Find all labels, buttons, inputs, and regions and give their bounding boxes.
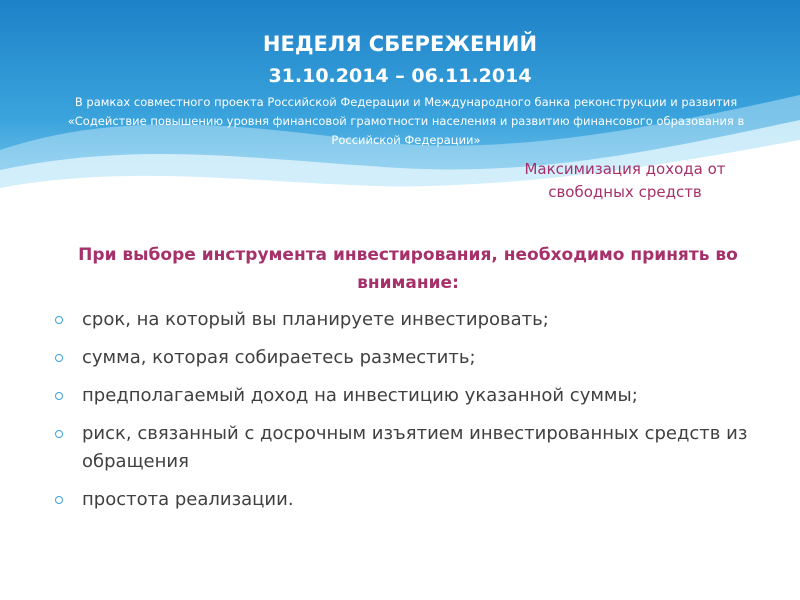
bullet-list: [50, 306, 780, 524]
circle-bullet-icon: [55, 354, 63, 362]
bullet-text: риск, связанный с досрочным изъятием инвестированных средств из обращения: [82, 423, 748, 472]
bullet-item-risk: [50, 420, 780, 476]
slide-title: НЕДЕЛЯ СБЕРЕЖЕНИЙ: [262, 32, 538, 56]
bullet-text: срок, на который вы планируете инвестировать;: [82, 309, 549, 330]
circle-bullet-icon: [55, 496, 63, 504]
bullet-text: предполагаемый доход на инвестицию указанной суммы;: [82, 385, 638, 406]
bullet-item-income: [50, 382, 780, 410]
bullet-item-amount: [50, 344, 780, 372]
section-title: Максимизация дохода от свободных средств: [524, 160, 726, 201]
bullet-item-simplicity: [50, 486, 780, 514]
bullet-text: простота реализации.: [82, 489, 294, 510]
slide-subtitle: В рамках совместного проекта Российской Федерации и Международного банка реконструкции и развития «Содействие повышению уровня финансовой грамотности населения и развитию финансового образования в Российской Федерации»: [67, 95, 745, 147]
intro-heading: При выборе инструмента инвестирования, необходимо принять во внимание:: [78, 245, 738, 293]
circle-bullet-icon: [55, 316, 63, 324]
circle-bullet-icon: [55, 392, 63, 400]
bullet-item-term: [50, 306, 780, 334]
bullet-text: сумма, которая собираетесь разместить;: [82, 347, 476, 368]
circle-bullet-icon: [55, 430, 63, 438]
slide-dates: 31.10.2014 – 06.11.2014: [268, 65, 532, 87]
